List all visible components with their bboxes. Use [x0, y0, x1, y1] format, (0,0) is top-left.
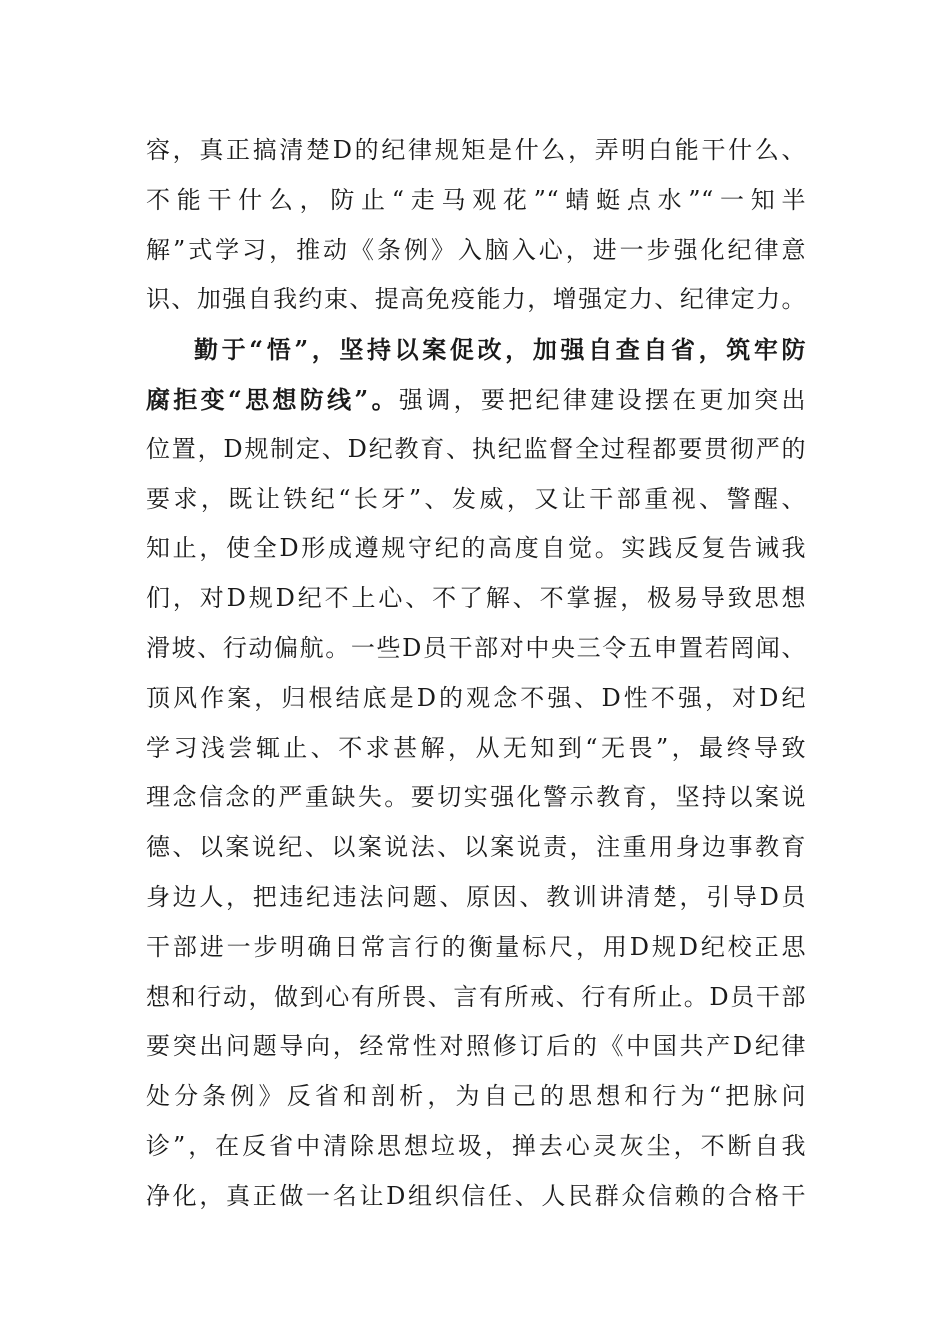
- text-line: 识、加强自我约束、提高免疫能力，增强定力、纪律定力。: [146, 285, 806, 314]
- text-line: 德、以案说纪、以案说法、以案说责，注重用身边事教育: [146, 833, 806, 862]
- text-line: 顶风作案，归根结底是D的观念不强、D性不强，对D纪: [146, 683, 806, 712]
- text-line: 知止，使全D形成遵规守纪的高度自觉。实践反复告诫我: [146, 534, 806, 563]
- text-line: 要求，既让铁纪“长牙”、发威，又让干部重视、警醒、: [146, 484, 806, 513]
- text-line: 理念信念的严重缺失。要切实强化警示教育，坚持以案说: [146, 783, 806, 812]
- text-line: 净化，真正做一名让D组织信任、人民群众信赖的合格干: [146, 1181, 806, 1210]
- text-line: 位置，D规制定、D纪教育、执纪监督全过程都要贯彻严的: [146, 434, 806, 463]
- text-line: 处分条例》反省和剖析，为自己的思想和行为“把脉问: [146, 1082, 806, 1111]
- section-heading-continued: 腐拒变“思想防线”。: [146, 384, 399, 414]
- text-line: 干部进一步明确日常言行的衡量标尺，用D规D纪校正思: [146, 932, 806, 961]
- text-line: 容，真正搞清楚D的纪律规矩是什么，弄明白能干什么、: [146, 136, 806, 164]
- section-heading: 勤于“悟”，坚持以案促改，加强自查自省，筑牢防: [194, 335, 806, 365]
- text-line: 解”式学习，推动《条例》入脑入心，进一步强化纪律意: [146, 235, 806, 264]
- text-line: 要突出问题导向，经常性对照修订后的《中国共产D纪律: [146, 1032, 806, 1061]
- text-line: 想和行动，做到心有所畏、言有所戒、行有所止。D员干部: [146, 982, 806, 1011]
- body-text: [146, 126, 806, 1222]
- text-line: 不能干什么，防止“走马观花”“蜻蜓点水”“一知半: [146, 185, 806, 214]
- text-run: 强调，要把纪律建设摆在更加突出: [398, 385, 807, 414]
- text-line: 诊”，在反省中清除思想垃圾，掸去心灵灰尘，不断自我: [146, 1131, 806, 1160]
- text-line: 身边人，把违纪违法问题、原因、教训讲清楚，引导D员: [146, 882, 806, 911]
- text-line: 们，对D规D纪不上心、不了解、不掌握，极易导致思想: [146, 584, 806, 613]
- text-line: [146, 375, 806, 425]
- text-line: 滑坡、行动偏航。一些D员干部对中央三令五申置若罔闻、: [146, 633, 806, 662]
- text-line: 学习浅尝辄止、不求甚解，从无知到“无畏”，最终导致: [146, 733, 806, 762]
